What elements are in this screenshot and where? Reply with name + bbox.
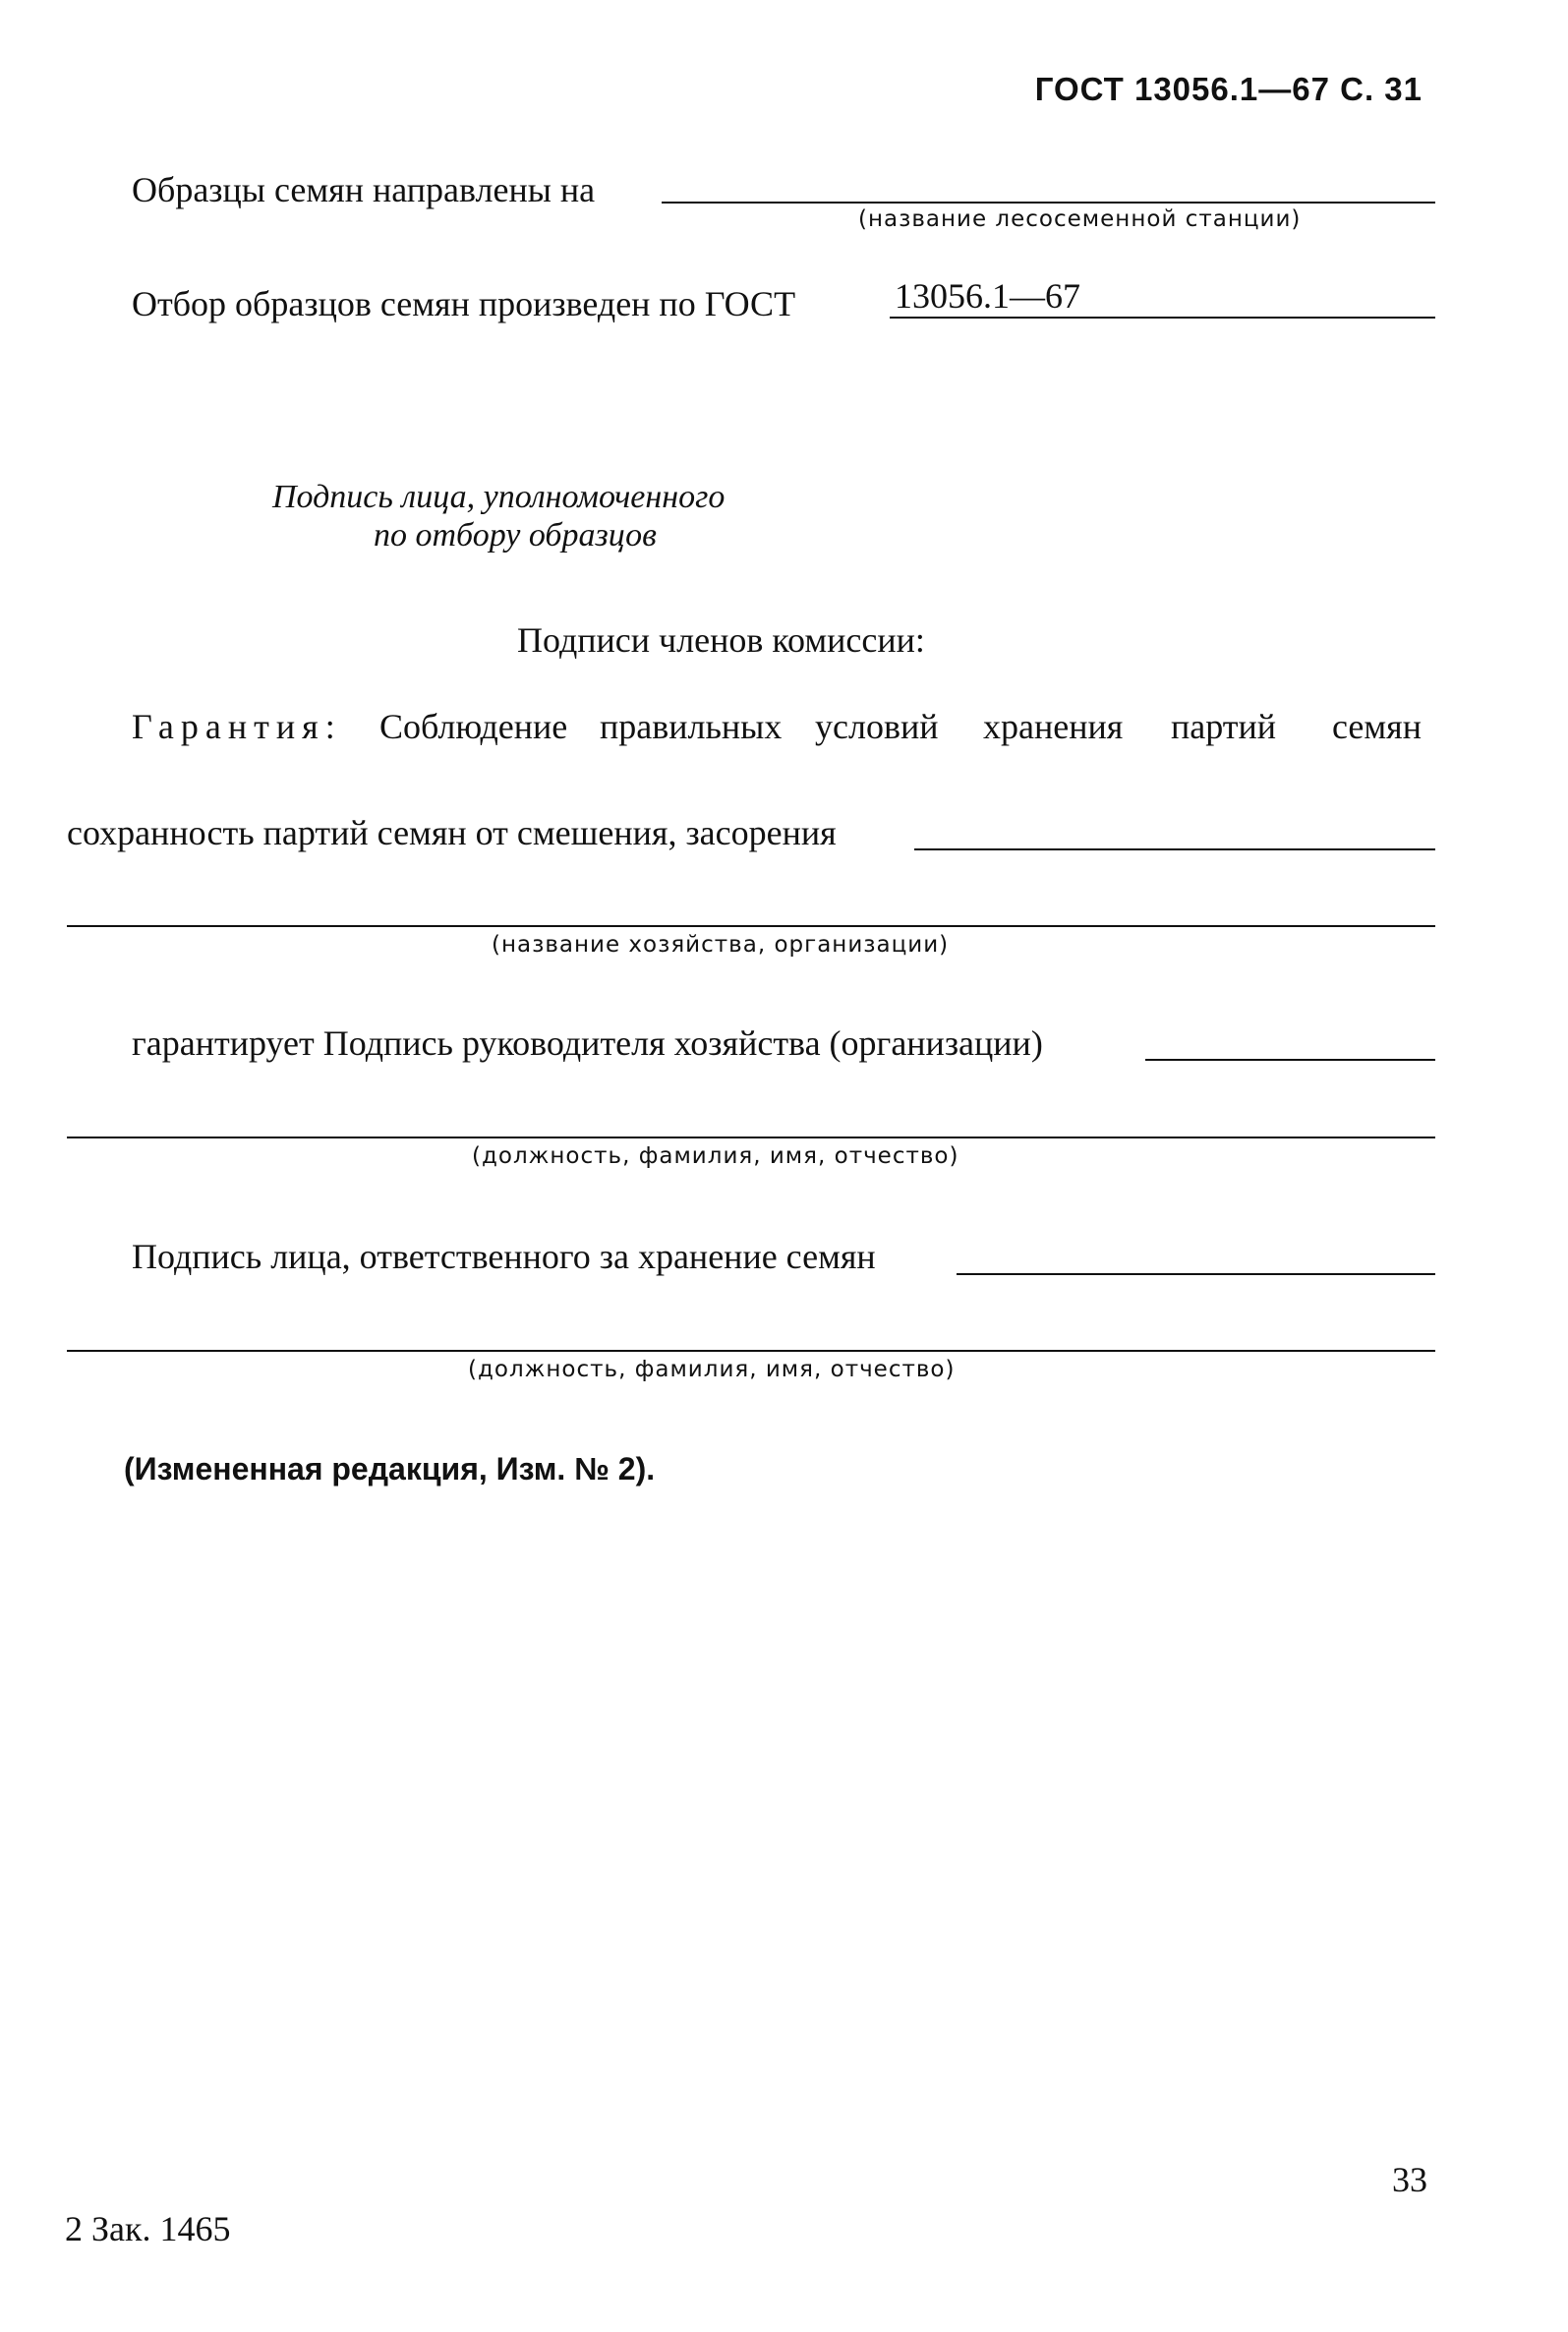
sampling-fill-line[interactable] [890,317,1435,319]
revision-note: (Измененная редакция, Изм. № 2). [124,1451,656,1487]
organization-fill-line[interactable] [67,925,1435,927]
organization-caption: (название хозяйства, организации) [492,932,950,958]
head-name-caption: (должность, фамилия, имя, отчество) [472,1143,959,1169]
guarantee-word-1: Соблюдение [379,707,568,746]
commission-signatures-heading: Подписи членов комиссии: [517,620,925,660]
guarantee-word-4: хранения [983,707,1124,746]
samples-sent-caption: (название лесосеменной станции) [858,206,1302,232]
head-signature-label: гарантирует Подпись руководителя хозяйства (организации) [132,1023,1043,1063]
page-number: 33 [1392,2160,1427,2199]
samples-sent-label: Образцы семян направлены на [132,170,596,209]
sampling-label: Отбор образцов семян произведен по ГОСТ [132,284,796,323]
guarantee-word-6: семян [1332,707,1423,746]
storage-signature-fill-line[interactable] [957,1273,1435,1275]
head-signature-fill-line[interactable] [1145,1059,1435,1061]
guarantee-heading: Гарантия: [132,707,342,746]
samples-sent-fill-line[interactable] [662,202,1435,204]
guarantee-fill-line[interactable] [914,848,1435,850]
head-name-fill-line[interactable] [67,1137,1435,1138]
authorized-signature-line2: по отбору образцов [374,517,657,554]
guarantee-word-3: условий [815,707,939,746]
storage-name-fill-line[interactable] [67,1350,1435,1352]
guarantee-word-2: правильных [600,707,783,746]
storage-signature-label: Подпись лица, ответственного за хранение семян [132,1237,876,1276]
page-header: ГОСТ 13056.1—67 С. 31 [1034,71,1423,107]
guarantee-line2: сохранность партий семян от смешения, засорения [67,813,837,852]
order-number: 2 Зак. 1465 [65,2209,231,2248]
authorized-signature-line1: Подпись лица, уполномоченного [272,479,726,515]
guarantee-word-5: партий [1171,707,1277,746]
sampling-value: 13056.1—67 [895,276,1080,316]
storage-name-caption: (должность, фамилия, имя, отчество) [468,1357,956,1382]
